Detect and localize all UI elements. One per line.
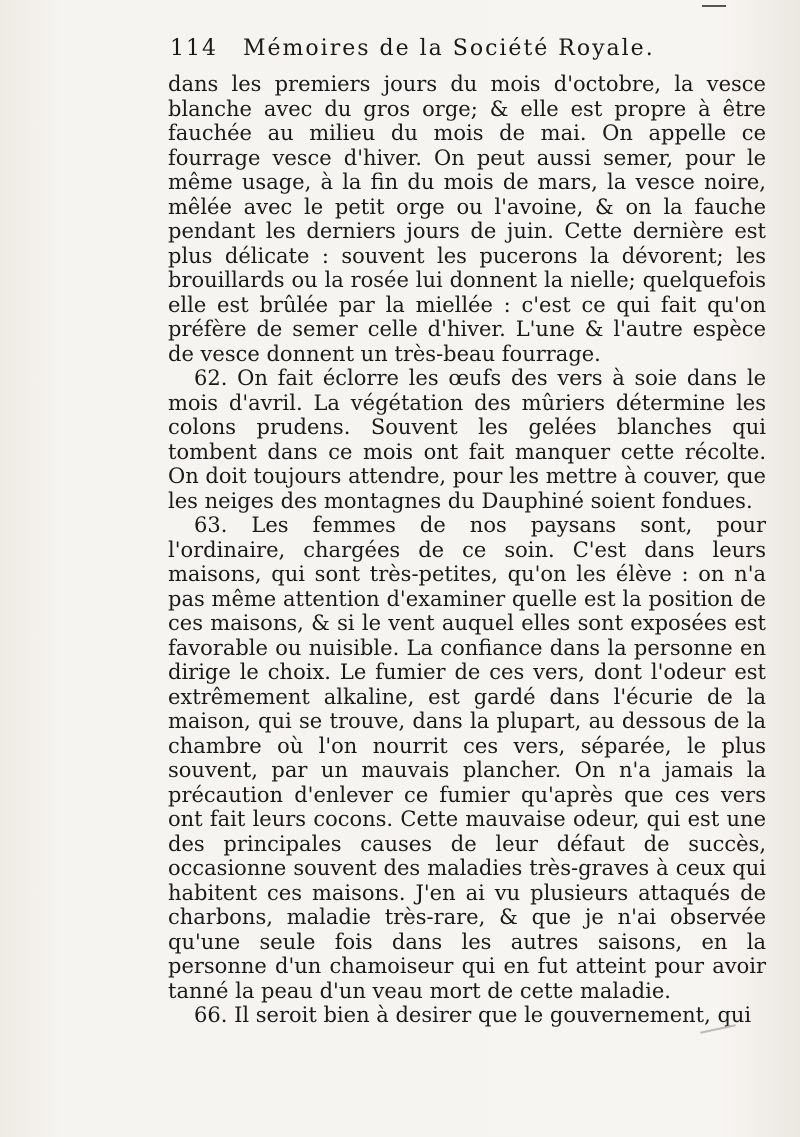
printer-mark	[702, 5, 726, 7]
paragraph-continued: dans les premiers jours du mois d'octobre, la vesce blanche avec du gros orge; & elle est propre à être fauchée au milieu du mois de mai. On appelle ce fourrage vesce d'hiver. On peut aussi semer, pour le même usage, à la fin du mois de mars, la vesce noire, mêlée avec le petit orge ou l'avoine, & on la fauche pendant les derniers jours de juin. Cette dernière est plus délicate : souvent les pucerons la dévorent; les brouillards ou la rosée lui donnent la nielle; quelquefois elle est brûlée par la miellée : c'est ce qui fait qu'on préfère de semer celle d'hiver. L'une & l'autre espèce de vesce donnent un très-beau fourrage.	[168, 72, 766, 366]
paragraph-63: 63. Les femmes de nos paysans sont, pour l'ordinaire, chargées de ce soin. C'est dans leurs maisons, qui sont très-petites, qu'on les élève : on n'a pas même attention d'examiner quelle est la position de ces maisons, & si le vent auquel elles sont exposées est favorable ou nuisible. La confiance dans la personne en dirige le choix. Le fumier de ces vers, dont l'odeur est extrêmement alkaline, est gardé dans l'écurie de la maison, qui se trouve, dans la plupart, au dessous de la chambre où l'on nourrit ces vers, séparée, le plus souvent, par un mauvais plancher. On n'a jamais la précaution d'enlever ce fumier qu'après que ces vers ont fait leurs cocons. Cette mauvaise odeur, qui est une des principales causes de leur défaut de succès, occasionne souvent des maladies très-graves à ceux qui habitent ces maisons. J'en ai vu plusieurs attaqués de charbons, maladie très-rare, & que je n'ai observée qu'une seule fois dans les autres saisons, en la personne d'un chamoiseur qui en fut atteint pour avoir tanné la peau d'un veau mort de cette maladie.	[168, 513, 766, 1003]
body-text	[168, 72, 766, 1028]
running-title: Mémoires de la Société Royale.	[243, 36, 655, 61]
running-header	[170, 36, 770, 70]
paragraph-62: 62. On fait éclorre les œufs des vers à soie dans le mois d'avril. La végétation des mûriers détermine les colons prudens. Souvent les gelées blanches qui tombent dans ce mois ont fait manquer cette récolte. On doit toujours attendre, pour les mettre à couver, que les neiges des montagnes du Dauphiné soient fondues.	[168, 366, 766, 513]
paragraph-66: 66. Il seroit bien à desirer que le gouvernement, qui	[194, 1003, 752, 1027]
page-number: 114	[170, 36, 218, 61]
